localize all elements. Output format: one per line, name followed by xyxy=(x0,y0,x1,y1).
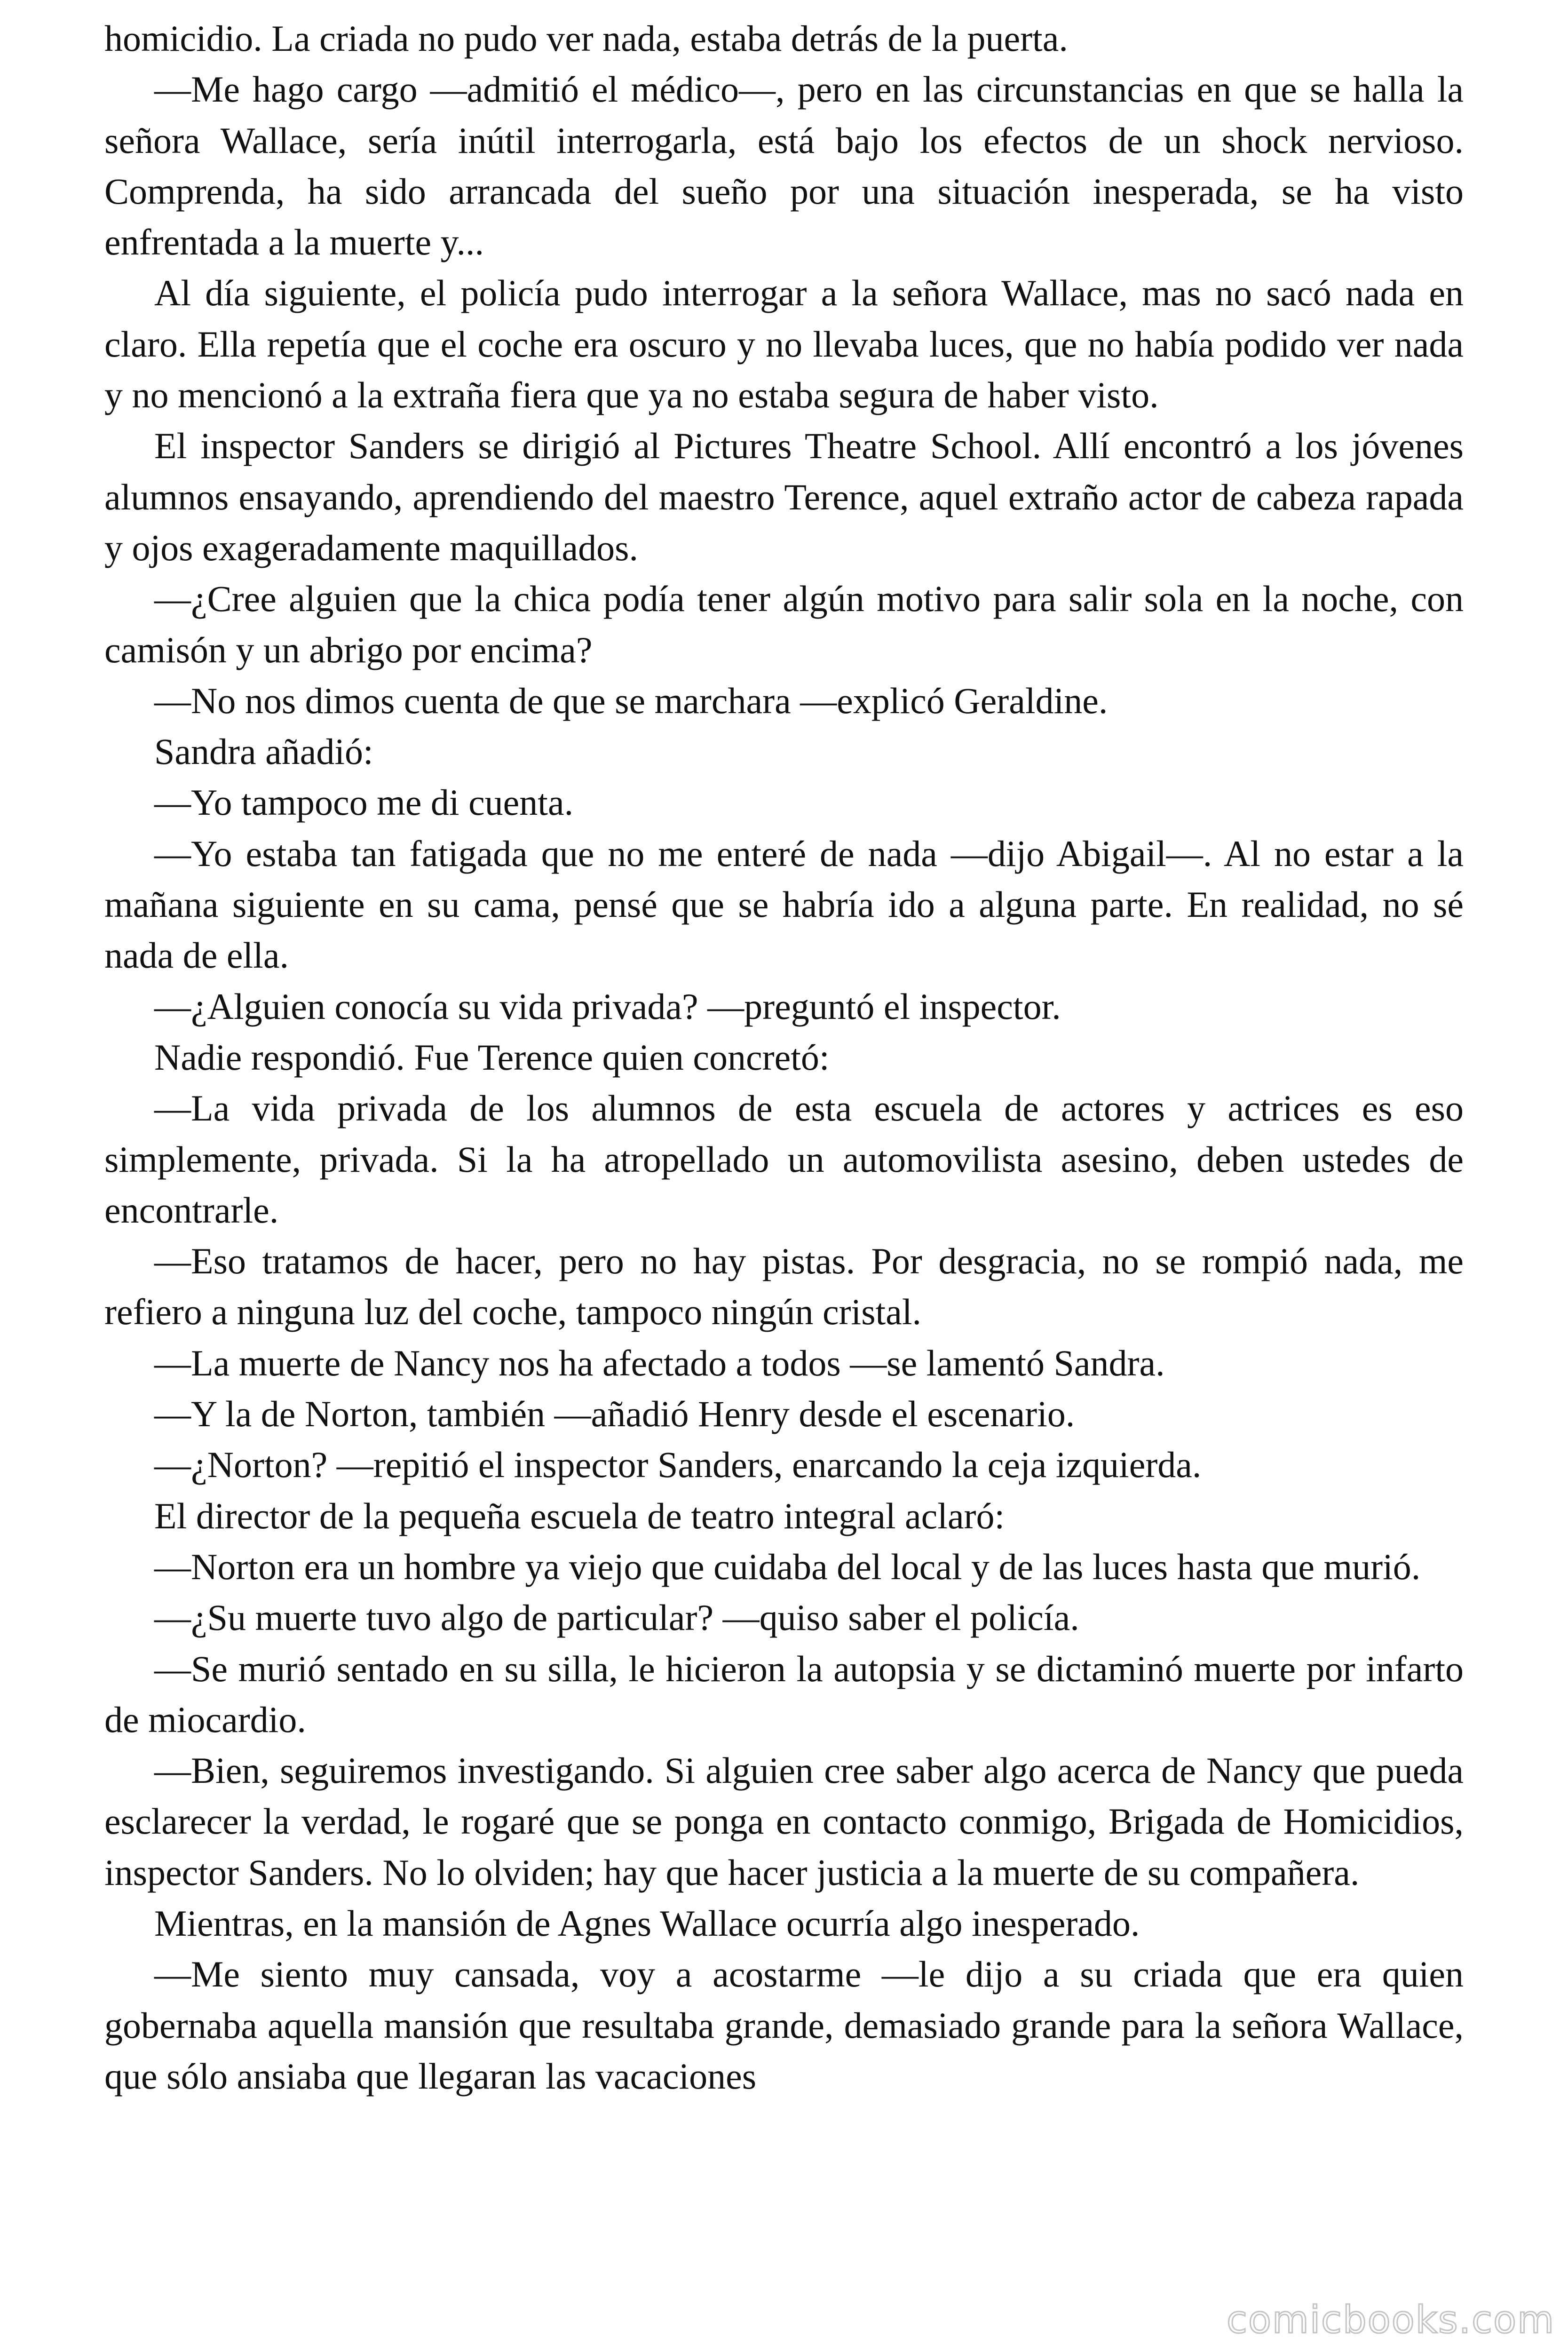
paragraph-14: —La muerte de Nancy nos ha afectado a todos —se lamentó Sandra. xyxy=(154,1342,1165,1383)
paragraph-8: —Yo tampoco me di cuenta. xyxy=(154,782,574,823)
paragraph-7: Sandra añadió: xyxy=(154,731,373,772)
paragraph-6: —No nos dimos cuenta de que se marchara —explicó Geraldine. xyxy=(154,680,1108,721)
paragraph-3: Al día siguiente, el policía pudo interrogar a la señora Wallace, mas no sacó nada en claro. Ella repetía que el coche era oscuro y no llevaba luces, que no había podido ver nada y no mencionó a la extraña fiera que ya no estaba segura de haber visto. xyxy=(104,272,1464,416)
watermark: comicbooks.com xyxy=(1226,2298,1555,2342)
paragraph-9: —Yo estaba tan fatigada que no me enteré de nada —dijo Abigail—. Al no estar a la mañana siguiente en su cama, pensé que se habría ido a alguna parte. En realidad, no sé nada de ella. xyxy=(104,833,1464,976)
paragraph-5: —¿Cree alguien que la chica podía tener algún motivo para salir sola en la noche, con camisón y un abrigo por encima? xyxy=(104,578,1464,670)
paragraph-11: Nadie respondió. Fue Terence quien concretó: xyxy=(154,1036,830,1078)
paragraph-1: homicidio. La criada no pudo ver nada, estaba detrás de la puerta. xyxy=(104,18,1068,59)
paragraph-23: —Me siento muy cansada, voy a acostarme —le dijo a su criada que era quien gobernaba aquella mansión que resultaba grande, demasiado grande para la señora Wallace, que sólo ansiaba que llegaran las vacaciones xyxy=(104,1954,1464,2097)
paragraph-10: —¿Alguien conocía su vida privada? —preguntó el inspector. xyxy=(154,985,1061,1027)
paragraph-13: —Eso tratamos de hacer, pero no hay pistas. Por desgracia, no se rompió nada, me refiero a ninguna luz del coche, tampoco ningún cristal. xyxy=(104,1240,1464,1333)
paragraph-15: —Y la de Norton, también —añadió Henry desde el escenario. xyxy=(154,1393,1075,1435)
paragraph-19: —¿Su muerte tuvo algo de particular? —quiso saber el policía. xyxy=(154,1597,1079,1638)
paragraph-17: El director de la pequeña escuela de teatro integral aclaró: xyxy=(154,1495,1005,1536)
paragraph-12: —La vida privada de los alumnos de esta escuela de actores y actrices es eso simplemente, privada. Si la ha atropellado un automovilista asesino, deben ustedes de encontrarle. xyxy=(104,1088,1464,1231)
paragraph-22: Mientras, en la mansión de Agnes Wallace ocurría algo inesperado. xyxy=(154,1902,1140,1944)
paragraph-21: —Bien, seguiremos investigando. Si alguien cree saber algo acerca de Nancy que pueda esclarecer la verdad, le rogaré que se ponga en contacto conmigo, Brigada de Homicidios, inspector Sanders. No lo olviden; hay que hacer justicia a la muerte de su compañera. xyxy=(104,1750,1464,1893)
paragraph-16: —¿Norton? —repitió el inspector Sanders, enarcando la ceja izquierda. xyxy=(154,1444,1202,1486)
paragraph-2: —Me hago cargo —admitió el médico—, pero en las circunstancias en que se halla la señora Wallace, sería inútil interrogarla, está bajo los efectos de un shock nervioso. Comprenda, ha sido arrancada del sueño por una situación inesperada, se ha visto enfrentada a la muerte y... xyxy=(104,69,1464,263)
paragraph-20: —Se murió sentado en su silla, le hicieron la autopsia y se dictaminó muerte por infarto de miocardio. xyxy=(104,1648,1464,1740)
paragraph-4: El inspector Sanders se dirigió al Pictures Theatre School. Allí encontró a los jóvenes alumnos ensayando, aprendiendo del maestro Terence, aquel extraño actor de cabeza rapada y ojos exageradamente maquillados. xyxy=(104,425,1464,568)
paragraph-18: —Norton era un hombre ya viejo que cuidaba del local y de las luces hasta que murió. xyxy=(154,1546,1421,1587)
book-page xyxy=(104,13,1464,2337)
